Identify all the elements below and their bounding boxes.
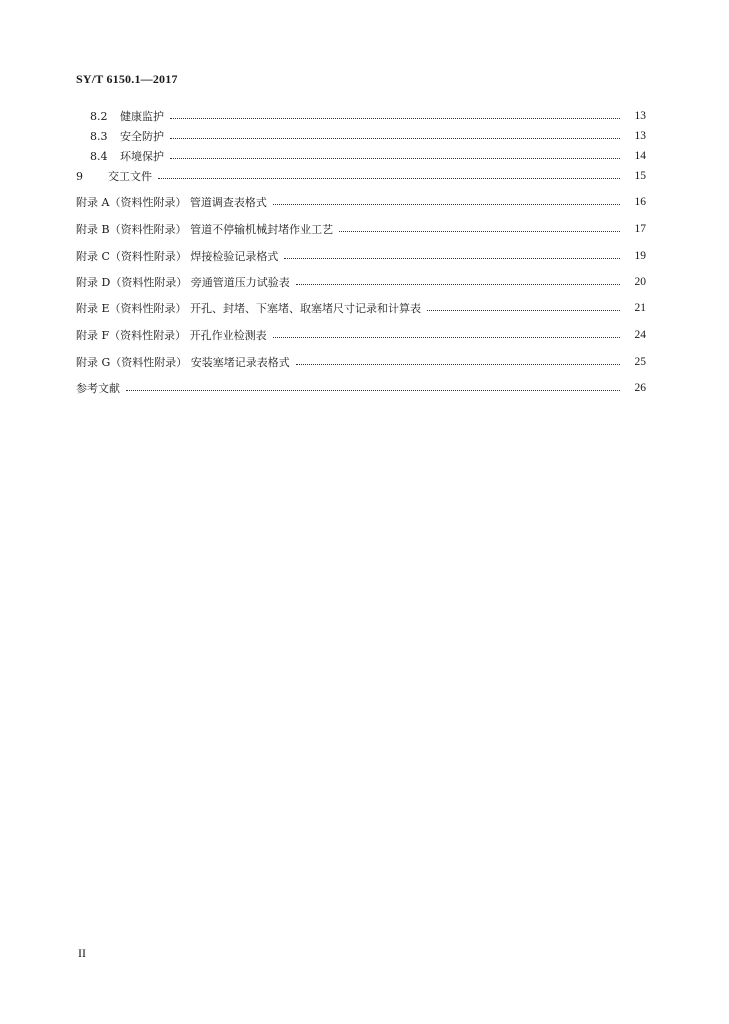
dot-leader [170, 137, 620, 139]
dot-leader [170, 157, 620, 159]
toc-entry-page: 13 [634, 110, 646, 122]
toc-entry-page: 16 [634, 196, 646, 208]
toc-entry [76, 128, 646, 144]
dot-leader [427, 309, 620, 311]
toc-entry-page: 19 [634, 250, 646, 262]
toc-entry [76, 327, 646, 343]
toc-entry-title: 交工文件 [108, 170, 152, 183]
toc-entry-page: 20 [634, 276, 646, 288]
toc-entry-number: 8.3 [90, 129, 108, 143]
toc-entry-page: 21 [634, 302, 646, 314]
dot-leader [339, 230, 620, 232]
document-code-header: SY/T 6150.1—2017 [76, 72, 178, 86]
toc-entry-title: 参考文献 [76, 382, 120, 395]
toc-entry-page: 26 [634, 382, 646, 394]
toc-entry-title: 附录 A（资料性附录） 管道调查表格式 [76, 196, 267, 209]
dot-leader [284, 257, 620, 259]
toc-entry [76, 248, 646, 264]
toc-entry [76, 380, 646, 396]
toc-entry-page: 17 [634, 223, 646, 235]
toc-entry [76, 221, 646, 237]
dot-leader [296, 363, 620, 365]
toc-entry-number: 8.2 [90, 109, 108, 123]
toc-entry-page: 24 [634, 329, 646, 341]
toc-entry-title: 附录 B（资料性附录） 管道不停输机械封堵作业工艺 [76, 223, 334, 236]
toc-entry-title: 附录 E（资料性附录） 开孔、封堵、下塞堵、取塞堵尺寸记录和计算表 [76, 302, 422, 315]
toc-entry-title: 附录 G（资料性附录） 安装塞堵记录表格式 [76, 356, 290, 369]
dot-leader [158, 177, 620, 179]
dot-leader [273, 336, 620, 338]
page-number-footer: II [78, 946, 86, 960]
dot-leader [296, 283, 620, 285]
toc-entry [76, 148, 646, 164]
toc-entry-page: 25 [634, 356, 646, 368]
toc-entry-number: 8.4 [90, 149, 108, 163]
toc-entry-title: 健康监护 [120, 110, 164, 123]
toc-entry [76, 108, 646, 124]
toc-entry-page: 14 [634, 150, 646, 162]
toc-entry [76, 300, 646, 316]
toc-entry-title: 附录 C（资料性附录） 焊接检验记录格式 [76, 250, 279, 263]
toc-entry-page: 15 [634, 170, 646, 182]
toc-entry-title: 安全防护 [120, 130, 164, 143]
toc-entry [76, 274, 646, 290]
toc-entry-number: 9 [76, 169, 83, 183]
toc-entry [76, 168, 646, 184]
dot-leader [273, 203, 620, 205]
toc-entry-page: 13 [634, 130, 646, 142]
toc-entry [76, 194, 646, 210]
toc-entry-title: 附录 F（资料性附录） 开孔作业检测表 [76, 329, 267, 342]
dot-leader [126, 389, 620, 391]
dot-leader [170, 117, 620, 119]
toc-entry-title: 环境保护 [120, 150, 164, 163]
toc-entry [76, 354, 646, 370]
toc-entry-title: 附录 D（资料性附录） 旁通管道压力试验表 [76, 276, 290, 289]
